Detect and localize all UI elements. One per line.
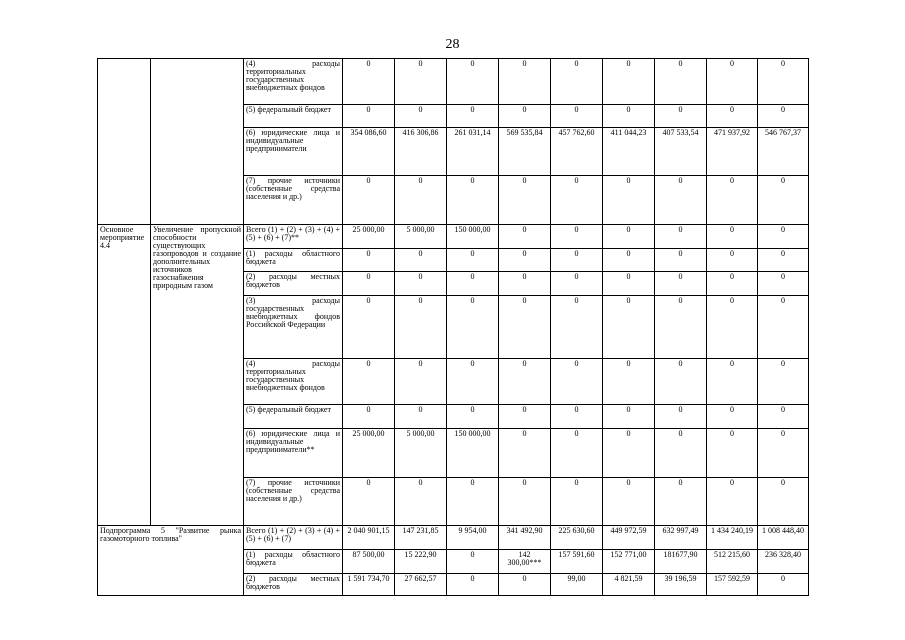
value-cell: 157 591,60 [551, 550, 603, 574]
value-cell: 0 [603, 176, 655, 225]
value-cell: 0 [343, 478, 395, 526]
value-cell: 0 [447, 359, 499, 405]
value-cell: 0 [343, 359, 395, 405]
value-cell: 0 [395, 105, 447, 128]
value-cell: 0 [499, 478, 551, 526]
value-cell: 0 [603, 359, 655, 405]
value-cell: 0 [551, 105, 603, 128]
funding-source: (4) расходы территориальных государственных внебюджетных фондов [244, 359, 343, 405]
value-cell: 0 [603, 405, 655, 429]
value-cell: 0 [343, 296, 395, 359]
budget-table [97, 58, 809, 596]
measure-name: Основное мероприятие 4.4 [98, 225, 151, 526]
value-cell: 0 [499, 405, 551, 429]
value-cell: 457 762,60 [551, 128, 603, 176]
value-cell: 150 000,00 [447, 429, 499, 478]
value-cell: 0 [551, 272, 603, 296]
value-cell: 15 222,90 [395, 550, 447, 574]
value-cell: 0 [655, 105, 707, 128]
value-cell: 0 [707, 272, 758, 296]
funding-source: (2) расходы местных бюджетов [244, 574, 343, 596]
value-cell: 0 [707, 59, 758, 105]
funding-source: (4) расходы территориальных государственных внебюджетных фондов [244, 59, 343, 105]
value-cell: 0 [603, 105, 655, 128]
value-cell: 354 086,60 [343, 128, 395, 176]
value-cell: 39 196,59 [655, 574, 707, 596]
value-cell: 0 [499, 176, 551, 225]
value-cell: 236 328,40 [758, 550, 809, 574]
value-cell: 0 [655, 296, 707, 359]
value-cell: 0 [447, 272, 499, 296]
value-cell: 0 [758, 405, 809, 429]
value-cell: 411 044,23 [603, 128, 655, 176]
value-cell: 0 [758, 296, 809, 359]
value-cell: 181677,90 [655, 550, 707, 574]
value-cell: 157 592,59 [707, 574, 758, 596]
value-cell: 0 [655, 176, 707, 225]
table-row [98, 225, 809, 249]
measure-cell [98, 59, 151, 225]
value-cell: 0 [395, 272, 447, 296]
value-cell: 0 [551, 405, 603, 429]
subprogram-name: Подпрограмма 5 "Развитие рынка газомоторного топлива" [98, 526, 244, 596]
value-cell: 0 [655, 405, 707, 429]
value-cell: 0 [655, 359, 707, 405]
value-cell: 25 000,00 [343, 225, 395, 249]
value-cell: 2 040 901,15 [343, 526, 395, 550]
value-cell: 0 [343, 59, 395, 105]
value-cell: 0 [499, 225, 551, 249]
funding-source: (5) федеральный бюджет [244, 105, 343, 128]
value-cell: 0 [655, 249, 707, 272]
funding-source: Всего (1) + (2) + (3) + (4) + (5) + (6) + (7) [244, 526, 343, 550]
value-cell: 0 [655, 272, 707, 296]
value-cell: 0 [551, 59, 603, 105]
value-cell: 0 [395, 176, 447, 225]
funding-source: (6) юридические лица и индивидуальные предприниматели** [244, 429, 343, 478]
value-cell: 0 [551, 296, 603, 359]
value-cell: 407 533,54 [655, 128, 707, 176]
value-cell: 0 [707, 359, 758, 405]
value-cell: 0 [758, 225, 809, 249]
funding-source: (5) федеральный бюджет [244, 405, 343, 429]
funding-source: (1) расходы областного бюджета [244, 249, 343, 272]
value-cell: 5 000,00 [395, 225, 447, 249]
value-cell: 27 662,57 [395, 574, 447, 596]
value-cell: 0 [551, 225, 603, 249]
funding-source: (6) юридические лица и индивидуальные предприниматели [244, 128, 343, 176]
value-cell: 0 [707, 429, 758, 478]
value-cell: 0 [499, 105, 551, 128]
value-cell: 0 [343, 272, 395, 296]
value-cell: 569 535,84 [499, 128, 551, 176]
value-cell: 0 [395, 359, 447, 405]
funding-source: (7) прочие источники (собственные средства населения и др.) [244, 478, 343, 526]
funding-source: (7) прочие источники (собственные средства населения и др.) [244, 176, 343, 225]
value-cell: 0 [707, 225, 758, 249]
value-cell: 0 [758, 59, 809, 105]
value-cell: 0 [447, 405, 499, 429]
value-cell: 0 [758, 478, 809, 526]
value-cell: 0 [758, 249, 809, 272]
value-cell: 147 231,85 [395, 526, 447, 550]
value-cell: 1 008 448,40 [758, 526, 809, 550]
value-cell: 152 771,00 [603, 550, 655, 574]
value-cell: 261 031,14 [447, 128, 499, 176]
value-cell: 0 [551, 176, 603, 225]
value-cell: 0 [447, 550, 499, 574]
measure-description-cell [151, 59, 244, 225]
value-cell: 0 [758, 105, 809, 128]
value-cell: 0 [707, 478, 758, 526]
value-cell: 471 937,92 [707, 128, 758, 176]
value-cell: 0 [758, 272, 809, 296]
funding-source: (3) расходы государственных внебюджетных фондов Российской Федерации [244, 296, 343, 359]
value-cell: 1 434 240,19 [707, 526, 758, 550]
funding-source: (2) расходы местных бюджетов [244, 272, 343, 296]
value-cell: 0 [551, 359, 603, 405]
value-cell: 99,00 [551, 574, 603, 596]
value-cell: 0 [758, 429, 809, 478]
value-cell: 546 767,37 [758, 128, 809, 176]
value-cell: 0 [707, 105, 758, 128]
value-cell: 0 [395, 405, 447, 429]
value-cell: 0 [499, 59, 551, 105]
value-cell: 0 [707, 249, 758, 272]
value-cell: 0 [655, 225, 707, 249]
value-cell: 1 591 734,70 [343, 574, 395, 596]
value-cell: 0 [499, 296, 551, 359]
value-cell: 0 [499, 272, 551, 296]
value-cell: 0 [343, 176, 395, 225]
value-cell: 225 630,60 [551, 526, 603, 550]
value-cell: 0 [707, 296, 758, 359]
value-cell: 142 300,00*** [499, 550, 551, 574]
value-cell: 416 306,86 [395, 128, 447, 176]
measure-description: Увеличение пропускной способности существующих газопроводов и создание дополнительных источников газоснабжения природным газом [151, 225, 244, 526]
value-cell: 0 [447, 478, 499, 526]
value-cell: 0 [343, 405, 395, 429]
value-cell: 25 000,00 [343, 429, 395, 478]
value-cell: 0 [655, 429, 707, 478]
value-cell: 512 215,60 [707, 550, 758, 574]
value-cell: 150 000,00 [447, 225, 499, 249]
table-row [98, 59, 809, 105]
value-cell: 0 [395, 478, 447, 526]
value-cell: 0 [447, 296, 499, 359]
value-cell: 0 [603, 478, 655, 526]
value-cell: 0 [655, 59, 707, 105]
value-cell: 0 [603, 296, 655, 359]
value-cell: 0 [707, 176, 758, 225]
funding-source: (1) расходы областного бюджета [244, 550, 343, 574]
value-cell: 632 997,49 [655, 526, 707, 550]
value-cell: 0 [603, 59, 655, 105]
value-cell: 0 [395, 59, 447, 105]
value-cell: 0 [603, 272, 655, 296]
value-cell: 0 [603, 249, 655, 272]
value-cell: 0 [499, 249, 551, 272]
value-cell: 0 [447, 59, 499, 105]
value-cell: 0 [551, 478, 603, 526]
value-cell: 4 821,59 [603, 574, 655, 596]
value-cell: 0 [447, 574, 499, 596]
value-cell: 0 [395, 296, 447, 359]
page-number: 28 [445, 37, 460, 52]
value-cell: 0 [551, 429, 603, 478]
value-cell: 0 [758, 176, 809, 225]
value-cell: 0 [447, 176, 499, 225]
value-cell: 0 [447, 249, 499, 272]
value-cell: 0 [395, 249, 447, 272]
table-row [98, 526, 809, 550]
value-cell: 0 [551, 249, 603, 272]
value-cell: 0 [447, 105, 499, 128]
value-cell: 0 [343, 105, 395, 128]
value-cell: 0 [758, 574, 809, 596]
value-cell: 87 500,00 [343, 550, 395, 574]
value-cell: 0 [499, 359, 551, 405]
value-cell: 0 [343, 249, 395, 272]
value-cell: 0 [758, 359, 809, 405]
value-cell: 0 [499, 429, 551, 478]
funding-source: Всего (1) + (2) + (3) + (4) + (5) + (6) + (7)** [244, 225, 343, 249]
value-cell: 449 972,59 [603, 526, 655, 550]
value-cell: 0 [603, 429, 655, 478]
value-cell: 9 954,00 [447, 526, 499, 550]
value-cell: 0 [707, 405, 758, 429]
value-cell: 341 492,90 [499, 526, 551, 550]
value-cell: 5 000,00 [395, 429, 447, 478]
value-cell: 0 [655, 478, 707, 526]
value-cell: 0 [499, 574, 551, 596]
value-cell: 0 [603, 225, 655, 249]
